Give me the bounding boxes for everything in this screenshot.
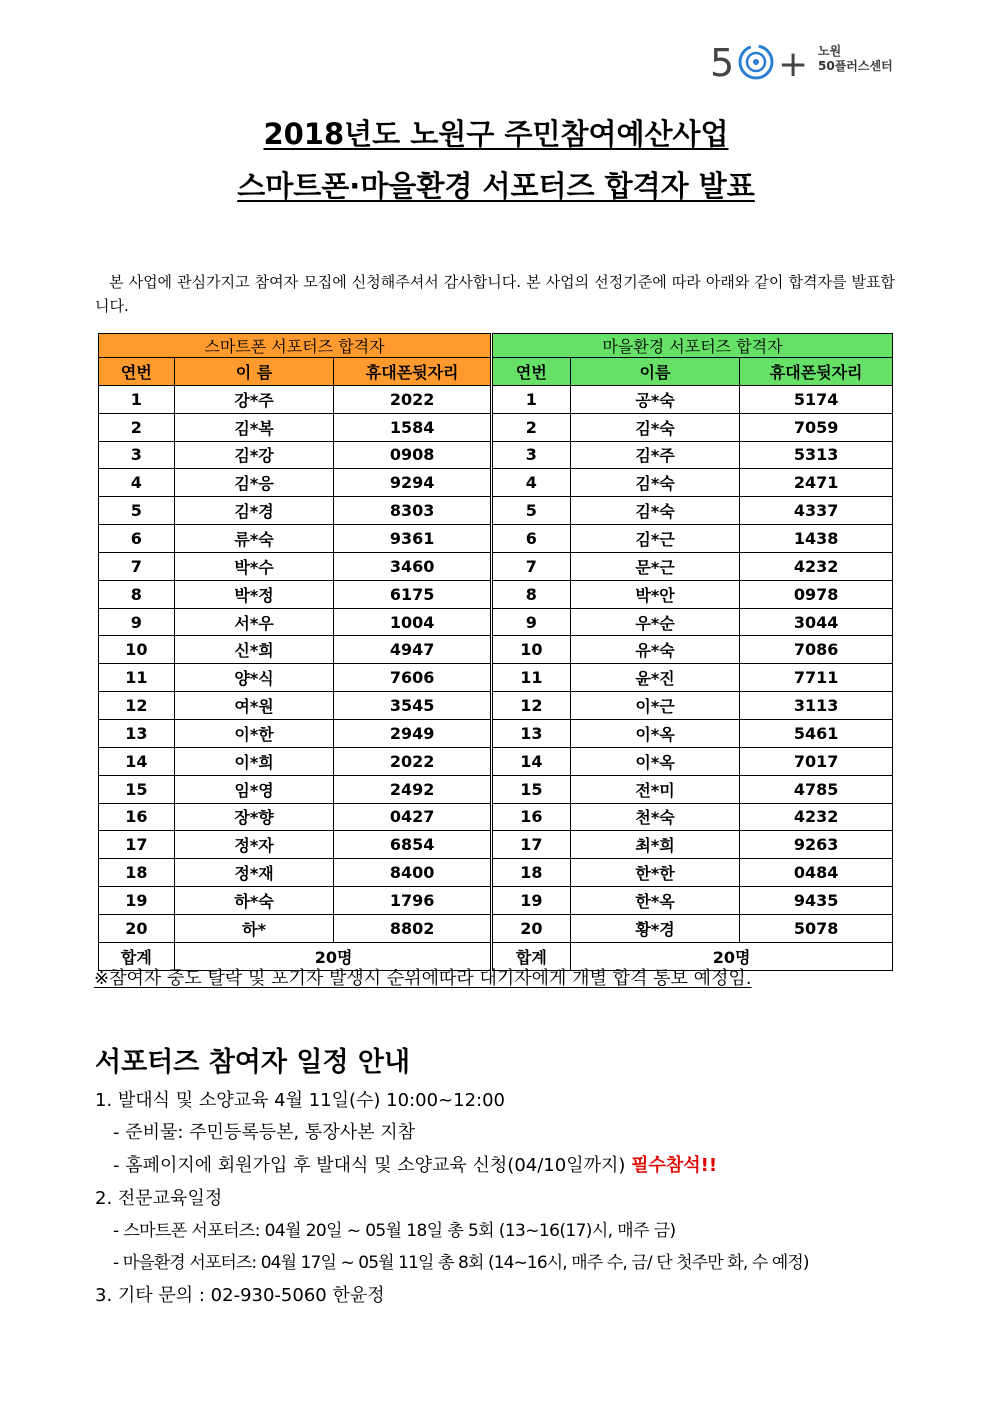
row-number: 5 [99,497,175,525]
row-phone-digits: 7606 [334,664,491,692]
schedule-item-1: 1. 발대식 및 소양교육 4월 11일(수) 10:00~12:00 [95,1090,506,1111]
table-row [99,831,491,859]
row-phone-digits: 0908 [334,441,491,469]
row-number: 9 [99,608,175,636]
table-row [99,775,491,803]
row-phone-digits: 1438 [740,525,893,553]
table-row [493,413,893,441]
schedule-title: 서포터즈 참여자 일정 안내 [95,1047,411,1078]
col-header-number: 연번 [99,358,175,386]
required-attendance: 필수참석!! [631,1155,718,1176]
row-name: 김*경 [174,497,334,525]
table-row [99,747,491,775]
row-phone-digits: 4785 [740,775,893,803]
table-row [99,803,491,831]
table-row [99,887,491,915]
row-name: 김*숙 [570,413,740,441]
row-number: 17 [99,831,175,859]
row-phone-digits: 7059 [740,413,893,441]
table-row [493,775,893,803]
row-number: 8 [99,580,175,608]
table-row [99,525,491,553]
table-row [493,497,893,525]
schedule-item-1-supplies: - 준비물: 주민등록등본, 통장사본 지참 [113,1122,415,1143]
row-name: 김*응 [174,469,334,497]
row-phone-digits: 8802 [334,914,491,942]
page-title-line2: 스마트폰·마을환경 서포터즈 합격자 발표 [237,169,755,203]
row-name: 박*수 [174,552,334,580]
row-number: 14 [493,747,571,775]
row-number: 18 [493,859,571,887]
table-row [493,441,893,469]
logo-mark-icon [710,40,814,84]
row-phone-digits: 3113 [740,692,893,720]
total-value: 20명 [174,942,490,970]
row-phone-digits: 6854 [334,831,491,859]
row-phone-digits: 5461 [740,719,893,747]
row-number: 6 [493,525,571,553]
row-name: 이*근 [570,692,740,720]
table-row [99,497,491,525]
table-row [99,441,491,469]
row-number: 12 [493,692,571,720]
row-number: 19 [99,887,175,915]
row-number: 13 [99,719,175,747]
table-row [99,636,491,664]
row-phone-digits: 4232 [740,552,893,580]
table-row [99,664,491,692]
row-phone-digits: 5078 [740,914,893,942]
table-row [99,914,491,942]
col-header-name: 이름 [570,358,740,386]
row-number: 20 [99,914,175,942]
row-number: 12 [99,692,175,720]
schedule-item-2: 2. 전문교육일정 [95,1188,223,1209]
row-name: 박*정 [174,580,334,608]
row-name: 장*향 [174,803,334,831]
schedule-item-3: 3. 기타 문의 : 02-930-5060 한윤정 [95,1285,385,1306]
table-row [493,469,893,497]
row-number: 10 [99,636,175,664]
page-title-line1: 2018년도 노원구 주민참여예산사업 [263,117,729,151]
row-name: 정*재 [174,859,334,887]
row-number: 5 [493,497,571,525]
table-row [493,664,893,692]
table-row [493,525,893,553]
row-number: 20 [493,914,571,942]
row-name: 우*순 [570,608,740,636]
row-number: 9 [493,608,571,636]
row-number: 2 [99,413,175,441]
col-header-number: 연번 [493,358,571,386]
schedule-item-1-registration: - 홈페이지에 회원가입 후 발대식 및 소양교육 신청(04/10일까지) 필수참석!! [113,1155,718,1176]
table-row [99,608,491,636]
row-phone-digits: 3460 [334,552,491,580]
row-name: 황*경 [570,914,740,942]
col-header-phone: 휴대폰뒷자리 [740,358,893,386]
row-phone-digits: 2471 [740,469,893,497]
row-phone-digits: 2492 [334,775,491,803]
row-name: 류*숙 [174,525,334,553]
row-name: 천*숙 [570,803,740,831]
intro-paragraph: 본 사업에 관심가지고 참여자 모집에 신청해주셔서 감사합니다. 본 사업의 선정기준에 따라 아래와 같이 합격자를 발표합니다. [95,273,895,315]
row-name: 김*근 [570,525,740,553]
village-table-title: 마을환경 서포터즈 합격자 [493,334,893,358]
table-row [493,692,893,720]
row-number: 13 [493,719,571,747]
row-name: 강*주 [174,385,334,413]
table-row [493,636,893,664]
row-number: 18 [99,859,175,887]
village-table [492,333,893,971]
row-number: 15 [99,775,175,803]
table-row [99,580,491,608]
row-phone-digits: 4947 [334,636,491,664]
row-phone-digits: 8400 [334,859,491,887]
row-name: 김*강 [174,441,334,469]
table-row [99,552,491,580]
row-number: 1 [99,385,175,413]
col-header-name: 이 름 [174,358,334,386]
row-number: 4 [99,469,175,497]
table-row [99,385,491,413]
smartphone-table [98,333,491,971]
row-name: 한*한 [570,859,740,887]
table-row [493,887,893,915]
row-number: 7 [99,552,175,580]
table-row [493,831,893,859]
row-number: 19 [493,887,571,915]
row-name: 공*숙 [570,385,740,413]
row-name: 한*옥 [570,887,740,915]
row-number: 14 [99,747,175,775]
row-phone-digits: 4337 [740,497,893,525]
row-phone-digits: 9263 [740,831,893,859]
table-row [99,692,491,720]
table-row [493,747,893,775]
row-name: 김*숙 [570,469,740,497]
total-label: 합계 [493,942,571,970]
logo-line2: 50플러스센터 [818,59,893,73]
row-phone-digits: 0484 [740,859,893,887]
waitlist-note: ※참여자 중도 탈락 및 포기자 발생시 순위에따라 대기자에게 개별 합격 통보 예정임. [94,968,752,989]
row-name: 하*숙 [174,887,334,915]
row-number: 16 [99,803,175,831]
row-phone-digits: 6175 [334,580,491,608]
row-name: 김*숙 [570,497,740,525]
row-number: 2 [493,413,571,441]
row-name: 김*주 [570,441,740,469]
row-phone-digits: 3545 [334,692,491,720]
row-name: 이*옥 [570,719,740,747]
row-phone-digits: 9435 [740,887,893,915]
col-header-phone: 휴대폰뒷자리 [334,358,491,386]
center-logo [710,40,910,84]
row-phone-digits: 7086 [740,636,893,664]
row-number: 10 [493,636,571,664]
row-name: 윤*진 [570,664,740,692]
row-phone-digits: 1004 [334,608,491,636]
row-name: 이*희 [174,747,334,775]
table-row [99,413,491,441]
row-phone-digits: 2949 [334,719,491,747]
row-phone-digits: 3044 [740,608,893,636]
row-phone-digits: 2022 [334,747,491,775]
row-name: 여*원 [174,692,334,720]
row-phone-digits: 9294 [334,469,491,497]
row-phone-digits: 0978 [740,580,893,608]
svg-text:+: + [778,44,809,84]
row-number: 11 [99,664,175,692]
row-phone-digits: 9361 [334,525,491,553]
row-number: 1 [493,385,571,413]
row-number: 8 [493,580,571,608]
row-name: 최*희 [570,831,740,859]
table-row [99,859,491,887]
row-number: 11 [493,664,571,692]
row-phone-digits: 1584 [334,413,491,441]
row-number: 17 [493,831,571,859]
row-number: 4 [493,469,571,497]
row-name: 이*옥 [570,747,740,775]
smartphone-table-title: 스마트폰 서포터즈 합격자 [99,334,491,358]
row-name: 양*식 [174,664,334,692]
table-row [493,803,893,831]
row-phone-digits: 4232 [740,803,893,831]
table-row [493,719,893,747]
row-name: 임*영 [174,775,334,803]
row-phone-digits: 1796 [334,887,491,915]
row-name: 하* [174,914,334,942]
row-phone-digits: 8303 [334,497,491,525]
table-row [493,608,893,636]
table-row [99,719,491,747]
row-phone-digits: 0427 [334,803,491,831]
row-phone-digits: 2022 [334,385,491,413]
row-name: 박*안 [570,580,740,608]
row-number: 3 [493,441,571,469]
svg-text:5: 5 [710,41,735,84]
row-number: 16 [493,803,571,831]
row-phone-digits: 7711 [740,664,893,692]
row-name: 이*한 [174,719,334,747]
row-name: 전*미 [570,775,740,803]
schedule-item-2-village: - 마을환경 서포터즈: 04월 17일 ~ 05월 11일 총 8회 (14~16시, 매주 수, 금/ 단 첫주만 화, 수 예정) [113,1253,809,1273]
table-row [493,552,893,580]
row-name: 유*숙 [570,636,740,664]
row-number: 3 [99,441,175,469]
total-value: 20명 [570,942,892,970]
table-row [493,385,893,413]
row-phone-digits: 5174 [740,385,893,413]
row-name: 김*복 [174,413,334,441]
row-phone-digits: 7017 [740,747,893,775]
row-name: 문*근 [570,552,740,580]
table-row [493,859,893,887]
row-number: 7 [493,552,571,580]
row-name: 신*희 [174,636,334,664]
row-number: 15 [493,775,571,803]
row-name: 서*우 [174,608,334,636]
table-row [493,914,893,942]
total-label: 합계 [99,942,175,970]
row-phone-digits: 5313 [740,441,893,469]
table-row [99,469,491,497]
row-number: 6 [99,525,175,553]
row-name: 정*자 [174,831,334,859]
table-row [493,580,893,608]
logo-line1: 노원 [818,44,842,58]
schedule-item-2-smartphone: - 스마트폰 서포터즈: 04월 20일 ~ 05월 18일 총 5회 (13~16(17)시, 매주 금) [113,1221,676,1241]
